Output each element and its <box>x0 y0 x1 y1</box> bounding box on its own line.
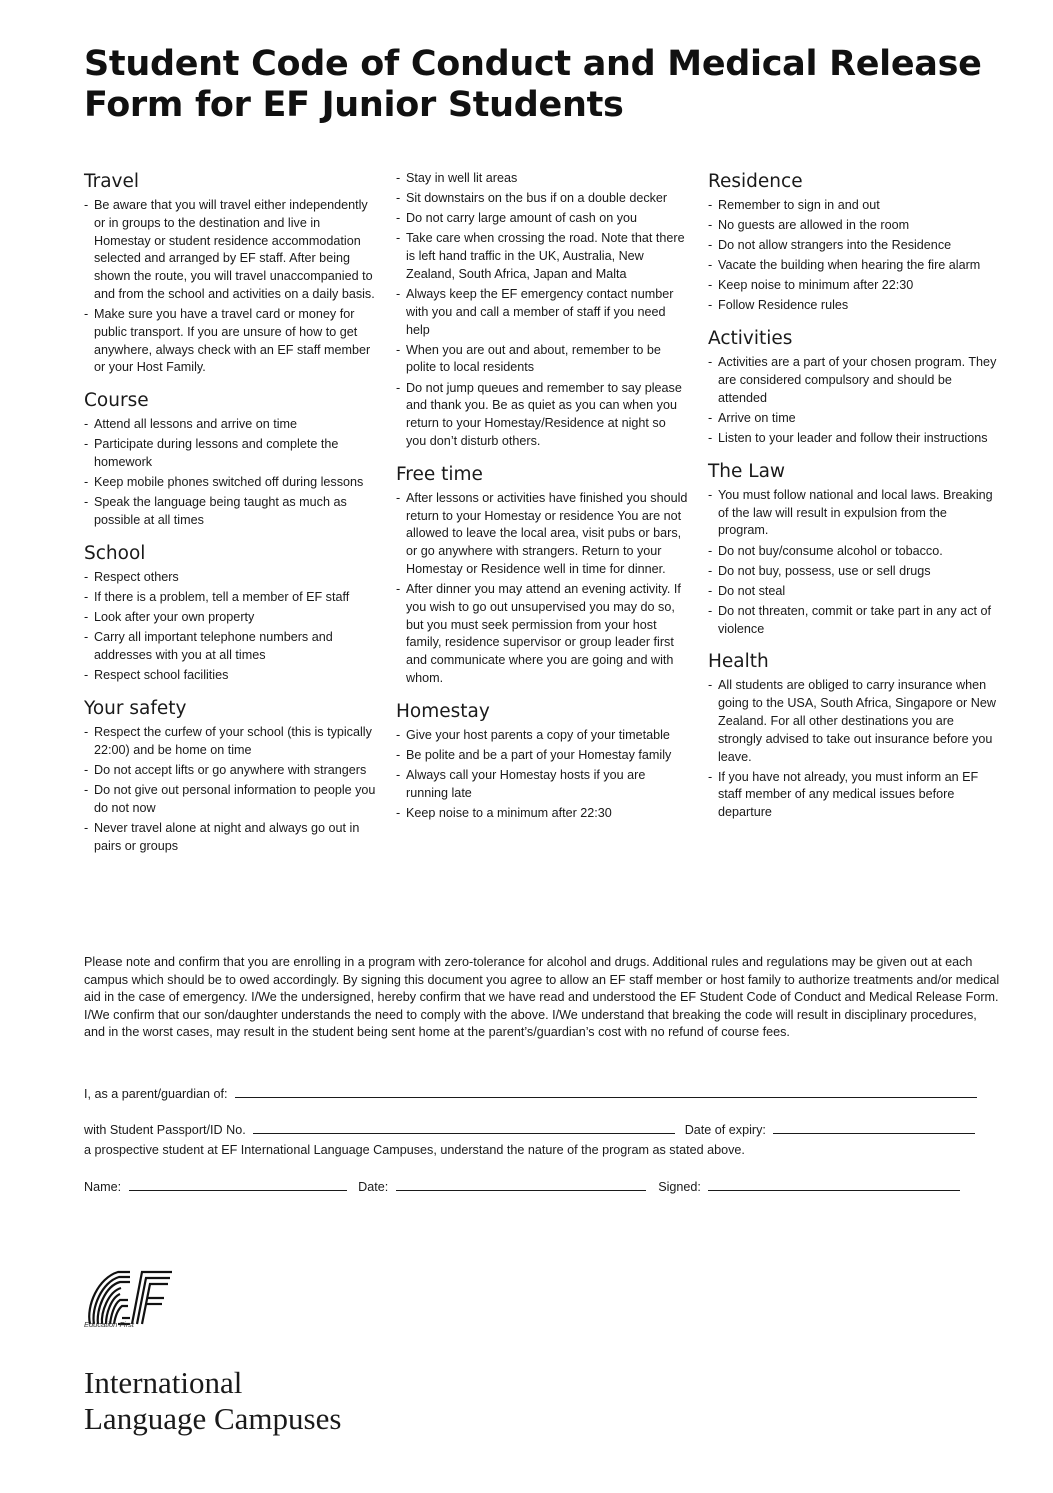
logo-tagline: Education First <box>84 1320 135 1329</box>
rule-item: - Be aware that you will travel either independently or in groups to the destination and live in Homestay or student residence accommodation selected and arranged by EF staff. After being shown the route, you will travel unaccompanied to and from the school and activities on a daily basis. <box>84 197 376 304</box>
rule-item: - Never travel alone at night and always go out in pairs or groups <box>84 820 376 856</box>
section-heading: Residence <box>708 171 803 192</box>
rule-item: - Do not buy/consume alcohol or tobacco. <box>708 543 1000 561</box>
rule-list <box>84 197 376 377</box>
rule-item: - Make sure you have a travel card or money for public transport. If you are unsure of how to get anywhere, always check with an EF staff member or your Host Family. <box>84 306 376 377</box>
rule-list <box>396 170 688 451</box>
section-continued <box>396 170 688 451</box>
rule-item: - Look after your own property <box>84 609 376 627</box>
section-your-safety <box>84 697 376 855</box>
rule-list <box>396 490 688 688</box>
section-heading: School <box>84 542 146 564</box>
page-title <box>84 44 984 126</box>
title-line-2: Form for EF Junior Students <box>84 85 624 125</box>
campus-line-2: Language Campuses <box>84 1401 342 1436</box>
rule-list <box>708 487 1000 639</box>
rule-item: - Always keep the EF emergency contact number with you and call a member of staff if you need help <box>396 286 688 339</box>
rule-list <box>84 569 376 685</box>
section-school <box>84 542 376 685</box>
rule-item: - Do not give out personal information to people you do not now <box>84 782 376 818</box>
guardian-label: I, as a parent/guardian of: <box>84 1087 228 1101</box>
section-heading: Free time <box>396 463 483 485</box>
rule-item: - Do not accept lifts or go anywhere with strangers <box>84 762 376 780</box>
section-health <box>708 650 1000 822</box>
rule-item: - Listen to your leader and follow their instructions <box>708 430 1000 448</box>
section-course <box>84 389 376 530</box>
rule-item: - Keep mobile phones switched off during lessons <box>84 474 376 492</box>
rule-item: - Vacate the building when hearing the fire alarm <box>708 257 1000 275</box>
rule-list <box>84 724 376 855</box>
title-line-1: Student Code of Conduct and Medical Release <box>84 44 982 84</box>
name-label: Name: <box>84 1180 122 1194</box>
rule-item: - Do not buy, possess, use or sell drugs <box>708 563 1000 581</box>
rule-item: - Stay in well lit areas <box>396 170 688 188</box>
expiry-label: Date of expiry: <box>684 1123 766 1137</box>
rule-item: - After lessons or activities have finished you should return to your Homestay or residence You are not allowed to leave the local area, visit pubs or bars, or go anywhere with strangers. Return to your Homestay or Residence well in time for dinner. <box>396 490 688 579</box>
section-free-time <box>396 463 688 688</box>
date-field[interactable] <box>396 1179 646 1191</box>
rule-item: - Do not threaten, commit or take part in any act of violence <box>708 603 1000 639</box>
rule-item: - Respect others <box>84 569 376 587</box>
rule-item: - When you are out and about, remember to be polite to local residents <box>396 342 688 378</box>
section-heading: Course <box>84 390 149 412</box>
guardian-name-field[interactable] <box>235 1086 977 1098</box>
rule-list <box>708 197 1000 315</box>
rule-item: - Activities are a part of your chosen program. They are considered compulsory and should be attended <box>708 354 1000 407</box>
rule-item: - Respect school facilities <box>84 667 376 685</box>
rule-list <box>708 677 1000 822</box>
section-heading: Your safety <box>84 697 187 719</box>
rule-item: - Give your host parents a copy of your timetable <box>396 727 688 745</box>
section-travel <box>84 170 376 377</box>
signed-label: Signed: <box>658 1180 701 1194</box>
rule-item: - Always call your Homestay hosts if you are running late <box>396 767 688 803</box>
campus-line-1: International <box>84 1365 243 1400</box>
passport-row <box>84 1121 975 1139</box>
rule-item: - If you have not already, you must inform an EF staff member of any medical issues before departure <box>708 769 1000 822</box>
rule-item: - Sit downstairs on the bus if on a double decker <box>396 190 688 208</box>
rule-item: - Follow Residence rules <box>708 297 1000 315</box>
rule-item: - After dinner you may attend an evening activity. If you wish to go out unsupervised you may do so, but you must seek permission from your host family, residence supervisor or group leader first and communicate where you are going and with whom. <box>396 581 688 688</box>
section-homestay <box>396 700 688 823</box>
rule-item: - All students are obliged to carry insurance when going to the USA, South Africa, Singapore or New Zealand. For all other destinations you are strongly advised to take out insurance before you leave. <box>708 677 1000 766</box>
passport-number-field[interactable] <box>253 1122 675 1134</box>
section-residence <box>708 170 1000 315</box>
rule-list <box>84 416 376 530</box>
section-heading: Health <box>708 651 769 673</box>
rule-item: - Remember to sign in and out <box>708 197 1000 215</box>
signature-row <box>84 1178 960 1196</box>
rule-item: - Arrive on time <box>708 410 1000 428</box>
column-3 <box>708 170 1000 834</box>
rule-list <box>708 354 1000 448</box>
signature-field[interactable] <box>708 1179 960 1191</box>
date-label: Date: <box>358 1180 389 1194</box>
statement-row: a prospective student at EF International Language Campuses, understand the nature of the program as stated above. <box>84 1143 745 1157</box>
rule-item: - Attend all lessons and arrive on time <box>84 416 376 434</box>
name-field[interactable] <box>129 1179 347 1191</box>
section-the-law <box>708 460 1000 639</box>
rule-item: - Speak the language being taught as much as possible at all times <box>84 494 376 530</box>
section-heading: Homestay <box>396 700 490 722</box>
rule-item: - Participate during lessons and complete the homework <box>84 436 376 472</box>
section-activities <box>708 327 1000 448</box>
campus-name <box>84 1365 341 1437</box>
rule-item: - Be polite and be a part of your Homestay family <box>396 747 688 765</box>
column-1 <box>84 170 376 867</box>
rule-item: - Do not steal <box>708 583 1000 601</box>
rule-item: - Take care when crossing the road. Note that there is left hand traffic in the UK, Australia, New Zealand, South Africa, Japan and Malta <box>396 230 688 283</box>
passport-label: with Student Passport/ID No. <box>84 1123 246 1137</box>
section-heading: Travel <box>84 171 139 192</box>
rule-item: - Respect the curfew of your school (this is typically 22:00) and be home on time <box>84 724 376 760</box>
rule-item: - You must follow national and local laws. Breaking of the law will result in expulsion from the program. <box>708 487 1000 540</box>
guardian-row <box>84 1085 977 1103</box>
section-heading: Activities <box>708 328 793 350</box>
rule-list <box>396 727 688 823</box>
rule-item: - Carry all important telephone numbers and addresses with you at all times <box>84 629 376 665</box>
rule-item: - Do not allow strangers into the Residence <box>708 237 1000 255</box>
rule-item: - Do not carry large amount of cash on you <box>396 210 688 228</box>
section-heading: The Law <box>708 460 786 482</box>
legal-paragraph: Please note and confirm that you are enrolling in a program with zero-tolerance for alcohol and drugs. Additional rules and regulations may be given out at each campus which should be to owed accordingly. By signing this document you agree to allow an EF staff member or host family to authorize treatments and/or medical aid in the case of emergency. I/We the undersigned, hereby confirm that we have read and understood the EF Student Code of Conduct and Medical Release Form. I/We confirm that our son/daughter understands the need to comply with the above. I/We understand that breaking the code will result in disciplinary procedures, and in the worst cases, may result in the student being sent home at the parent’s/guardian’s cost with no refund of course fees. <box>84 955 1000 1040</box>
rule-item: - Keep noise to a minimum after 22:30 <box>396 805 688 823</box>
expiry-date-field[interactable] <box>773 1122 975 1134</box>
column-2 <box>396 170 688 835</box>
rule-item: - No guests are allowed in the room <box>708 217 1000 235</box>
rule-item: - Do not jump queues and remember to say please and thank you. Be as quiet as you can when you return to your Homestay/Residence at night so you don’t disturb others. <box>396 380 688 451</box>
rule-item: - Keep noise to minimum after 22:30 <box>708 277 1000 295</box>
rule-item: - If there is a problem, tell a member of EF staff <box>84 589 376 607</box>
